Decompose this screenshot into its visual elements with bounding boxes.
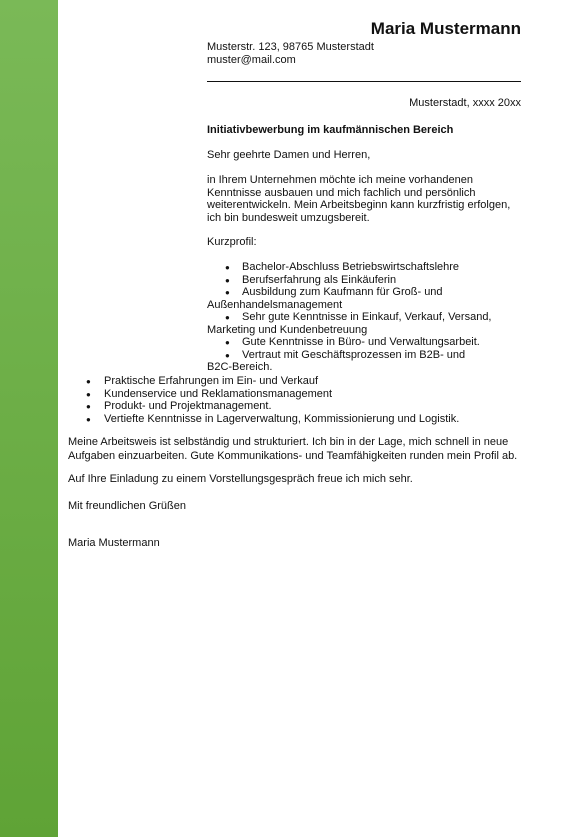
list-item: ● Produkt- und Projektmanagement. — [68, 400, 508, 413]
text-line: Aufgaben einzuarbeiten. Gute Kommunikations- und Teamfähigkeiten runden mein Profil ab. — [68, 449, 518, 462]
list-item-continuation: Außenhandelsmanagement — [207, 298, 343, 311]
list-item-continuation: B2C-Bereich. — [207, 361, 273, 373]
profile-list-2 — [68, 375, 508, 425]
list-item: ● Vertiefte Kenntnisse in Lagerverwaltung, Kommissionierung und Logistik. — [68, 413, 508, 426]
date-line: Musterstadt, xxxx 20xx — [409, 97, 521, 109]
text-line: weiterentwickeln. Mein Arbeitsbeginn kann kurzfristig erfolgen, — [207, 199, 511, 211]
sender-name: Maria Mustermann — [370, 19, 521, 38]
list-item: ● Vertraut mit Geschäftsprozessen im B2B- und — [207, 349, 527, 362]
sender-email: muster@mail.com — [207, 53, 296, 66]
work-style-paragraph — [68, 436, 528, 463]
list-item-continuation: Marketing und Kundenbetreuung — [207, 323, 368, 336]
list-item: ● Gute Kenntnisse in Büro- und Verwaltungsarbeit. — [207, 336, 527, 349]
header-divider — [207, 81, 521, 82]
invitation-paragraph: Auf Ihre Einladung zu einem Vorstellungsgespräch freue ich mich sehr. — [68, 473, 413, 485]
profile-label: Kurzprofil: — [207, 236, 257, 248]
intro-paragraph — [207, 174, 527, 224]
text-line: Meine Arbeitsweis ist selbständig und strukturiert. Ich bin in der Lage, mich schnell in neue — [68, 436, 509, 448]
list-item: ● Kundenservice und Reklamationsmanagement — [68, 388, 508, 401]
green-sidebar — [0, 0, 58, 837]
list-item: ● Berufserfahrung als Einkäuferin — [207, 274, 527, 287]
list-item: ● Sehr gute Kenntnisse in Einkauf, Verkauf, Versand, — [207, 311, 527, 324]
text-line: in Ihrem Unternehmen möchte ich meine vorhandenen — [207, 174, 473, 186]
list-item: ● Praktische Erfahrungen im Ein- und Verkauf — [68, 375, 508, 388]
list-item: ● Bachelor-Abschluss Betriebswirtschaftslehre — [207, 261, 527, 274]
signature: Maria Mustermann — [68, 537, 160, 549]
profile-list — [207, 261, 527, 374]
salutation: Sehr geehrte Damen und Herren, — [207, 149, 371, 161]
text-line: Kenntnisse ausbauen und mich fachlich und persönlich — [207, 186, 476, 199]
sender-address: Musterstr. 123, 98765 Musterstadt — [207, 41, 374, 53]
letter-subject: Initiativbewerbung im kaufmännischen Bereich — [207, 124, 454, 136]
closing: Mit freundlichen Grüßen — [68, 500, 186, 512]
sender-contact — [207, 41, 374, 66]
text-line: ich bin bundesweit umzugsbereit. — [207, 211, 370, 224]
list-item: ● Ausbildung zum Kaufmann für Groß- und — [207, 286, 527, 299]
